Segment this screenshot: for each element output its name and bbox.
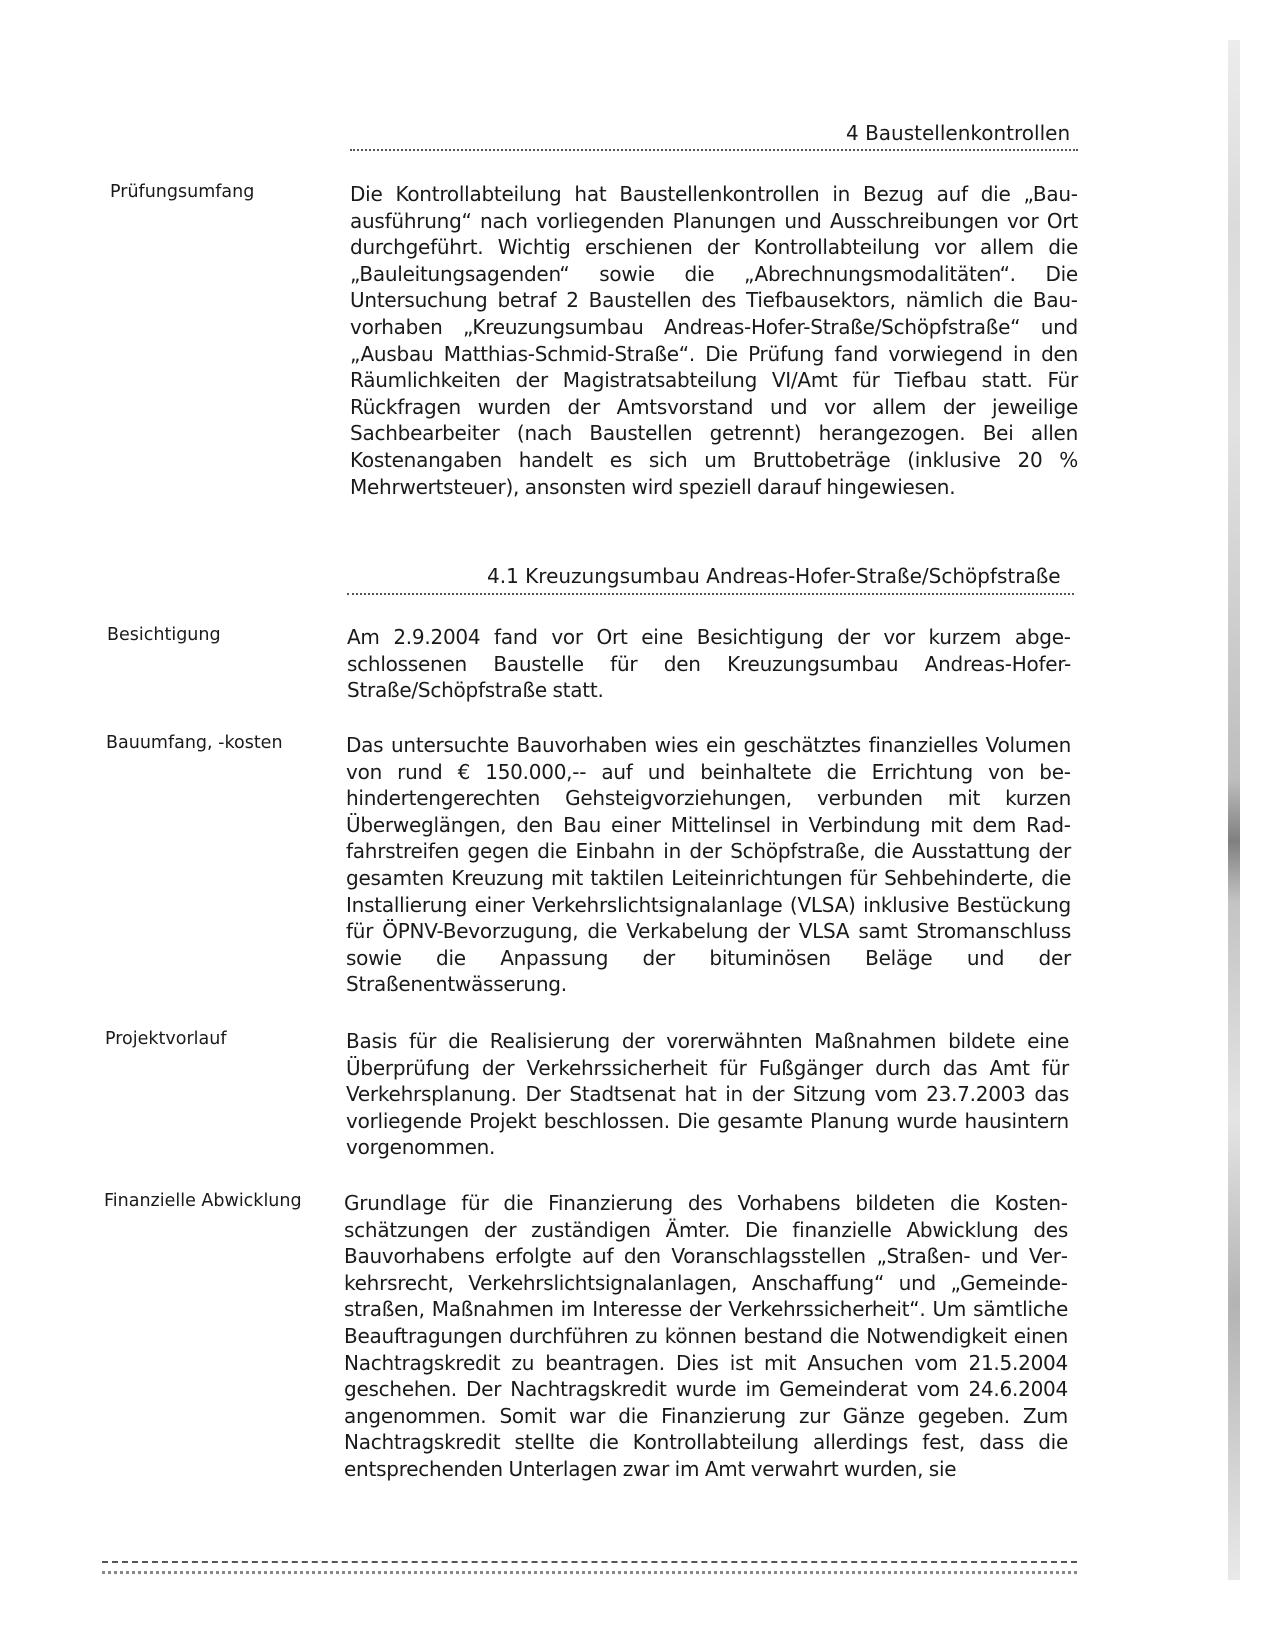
label-pruefungsumfang: Prüfungsumfang — [110, 182, 255, 202]
paragraph-bauumfang-kosten: Das untersuchte Bauvorhaben wies ein geschätztes finanzielles Volumen von rund € 150.000,-- auf und beinhaltete die Errichtung von behindertengerechten Gehsteigvorziehungen, verbunden mit kurzen Überweglängen, den Bau einer Mittelinsel in Verbindung mit dem Radfahrstreifen gegen die Einbahn in der Schöpfstraße, die Ausstattung der gesamten Kreuzung mit taktilen Leiteinrichtungen für Sehbehinderte, die Installierung einer Verkehrslichtsignalanlage (VLSA) inklusive Bestückung für ÖPNV-Bevorzugung, die Verkabelung der VLSA samt Stromanschluss sowie die Anpassung der bituminösen Beläge und der Straßenentwässerung. — [346, 733, 1071, 997]
paragraph-pruefungsumfang: Die Kontrollabteilung hat Baustellenkontrollen in Bezug auf die „Bauausführung“ nach vorliegenden Planungen und Ausschreibungen vor Ort durchgeführt. Wichtig erschienen der Kontrollabteilung vor allem die „Bauleitungsagenden“ sowie die „Abrechnungsmodalitäten“. Die Untersuchung betraf 2 Baustellen des Tiefbausektors, nämlich die Bauvorhaben „Kreuzungsumbau Andreas-Hofer-Straße/Schöpfstraße“ und „Ausbau Matthias-Schmid-Straße“. Die Prüfung fand vorwiegend in den Räumlichkeiten der Magistratsabteilung VI/Amt für Tiefbau statt. Für Rückfragen wurden der Amtsvorstand und vor allem der jeweilige Sachbearbeiter (nach Baustellen getrennt) herangezogen. Bei allen Kostenangaben handelt es sich um Bruttobeträge (inklusive 20 % Mehrwertsteuer), ansonsten wird speziell darauf hingewiesen. — [350, 182, 1078, 499]
label-besichtigung: Besichtigung — [107, 625, 221, 645]
label-projektvorlauf: Projektvorlauf — [105, 1029, 227, 1049]
section-heading-rule — [347, 593, 1074, 595]
footer-cut-off-line — [102, 1571, 1077, 1582]
label-bauumfang-kosten: Bauumfang, -kosten — [106, 733, 283, 753]
chapter-heading: 4 Baustellenkontrollen — [846, 121, 1071, 145]
section-heading: 4.1 Kreuzungsumbau Andreas-Hofer-Straße/Schöpfstraße — [487, 564, 1061, 588]
paragraph-projektvorlauf: Basis für die Realisierung der vorerwähnten Maßnahmen bildete eine Überprüfung der Verkehrssicherheit für Fußgänger durch das Amt für Verkehrsplanung. Der Stadtsenat hat in der Sitzung vom 23.7.2003 das vorliegende Projekt beschlossen. Die gesamte Planung wurde hausintern vorgenommen. — [346, 1029, 1069, 1160]
scan-edge-shadow — [1228, 40, 1240, 1580]
footer-rule — [102, 1561, 1077, 1563]
paragraph-besichtigung: Am 2.9.2004 fand vor Ort eine Besichtigung der vor kurzem abgeschlossenen Baustelle für den Kreuzungsumbau Andreas-Hofer-Straße/Schöpfstraße statt. — [347, 625, 1071, 703]
paragraph-finanzielle-abwicklung: Grundlage für die Finanzierung des Vorhabens bildeten die Kostenschätzungen der zuständigen Ämter. Die finanzielle Abwicklung des Bauvorhabens erfolgte auf den Voranschlagsstellen „Straßen- und Verkehrsrecht, Verkehrslichtsignalanlagen, Anschaffung“ und „Gemeindestraßen, Maßnahmen im Interesse der Verkehrssicherheit“. Um sämtliche Beauftragungen durchführen zu können bestand die Notwendigkeit einen Nachtragskredit zu beantragen. Dies ist mit Ansuchen vom 21.5.2004 geschehen. Der Nachtragskredit wurde im Gemeinderat vom 24.6.2004 angenommen. Somit war die Finanzierung zur Gänze gegeben. Zum Nachtragskredit stellte die Kontrollabteilung allerdings fest, dass die entsprechenden Unterlagen zwar im Amt verwahrt wurden, sie — [344, 1191, 1068, 1481]
chapter-heading-rule — [350, 149, 1078, 151]
label-finanzielle-abwicklung: Finanzielle Abwicklung — [104, 1191, 302, 1211]
